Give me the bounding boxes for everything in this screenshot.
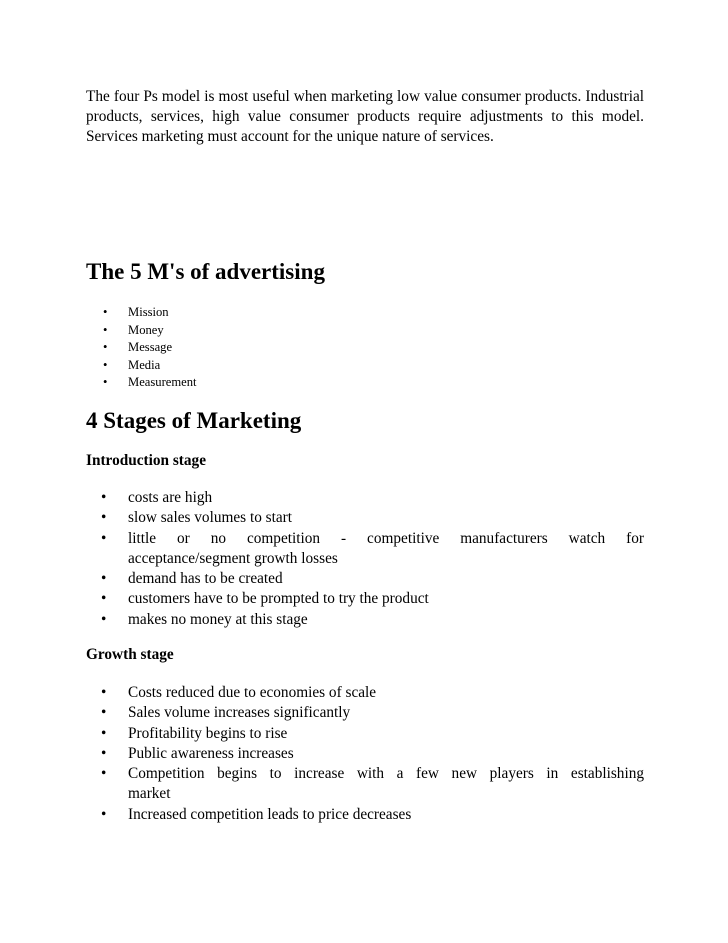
introduction-stage-title: Introduction stage (86, 452, 206, 469)
list-item (86, 304, 197, 322)
list-item-text: Mission (128, 305, 169, 319)
list-item (86, 724, 644, 744)
bullet-icon: • (103, 322, 108, 337)
bullet-icon: • (101, 489, 107, 506)
list-item-text: little or no competition - competitive manufacturers watch for (128, 529, 644, 547)
introduction-stage-list (86, 488, 644, 630)
bullet-icon: • (101, 805, 107, 823)
growth-stage-list (86, 683, 644, 825)
list-item (86, 764, 644, 805)
list-item-text: Profitability begins to rise (128, 724, 288, 742)
list-item (86, 569, 644, 589)
list-item (86, 508, 644, 528)
intro-paragraph: The four Ps model is most useful when marketing low value consumer products. Industrial products, services, high value consumer products require adjustments to this model. Services marketing must account for the unique nature of services. (86, 88, 644, 145)
bullet-icon: • (103, 340, 108, 354)
bullet-icon: • (101, 704, 107, 722)
stages-heading: 4 Stages of Marketing (86, 408, 302, 433)
list-item (86, 744, 644, 764)
bullet-icon: • (103, 375, 108, 389)
list-item (86, 339, 197, 357)
list-item-text: Measurement (128, 375, 197, 389)
list-item (86, 374, 197, 392)
list-item-text: Competition begins to increase with a few new players in establishing (128, 765, 644, 783)
list-item-text: demand has to be created (128, 570, 283, 588)
list-item (86, 610, 644, 630)
list-item (86, 805, 644, 825)
list-item (86, 589, 644, 609)
bullet-icon: • (103, 357, 108, 372)
list-item-text: Money (128, 322, 164, 337)
list-item (86, 529, 644, 570)
bullet-icon: • (101, 724, 107, 742)
list-item (86, 683, 644, 703)
bullet-icon: • (101, 765, 107, 783)
five-ms-list (86, 304, 197, 392)
list-item-text: Message (128, 340, 173, 354)
list-item (86, 488, 644, 508)
bullet-icon: • (101, 570, 107, 588)
list-item (86, 322, 197, 340)
list-item-text: Sales volume increases significantly (128, 704, 351, 722)
bullet-icon: • (103, 305, 108, 319)
bullet-icon: • (101, 610, 107, 628)
list-item-text: Public awareness increases (128, 744, 294, 762)
list-item-text-continued: market (128, 785, 171, 803)
list-item-text: Increased competition leads to price decreases (128, 805, 412, 823)
list-item-text: customers have to be prompted to try the product (128, 590, 429, 608)
list-item-text: makes no money at this stage (128, 610, 308, 628)
list-item-text: Media (128, 357, 161, 372)
list-item-text: costs are high (128, 489, 213, 506)
five-ms-heading: The 5 M's of advertising (86, 259, 325, 284)
list-item (86, 703, 644, 723)
list-item-text-continued: acceptance/segment growth losses (128, 549, 338, 567)
bullet-icon: • (101, 590, 107, 608)
bullet-icon: • (101, 529, 107, 547)
growth-stage-title: Growth stage (86, 646, 174, 663)
list-item-text: Costs reduced due to economies of scale (128, 684, 377, 701)
bullet-icon: • (101, 509, 107, 527)
bullet-icon: • (101, 684, 107, 701)
list-item-text: slow sales volumes to start (128, 509, 293, 527)
list-item (86, 357, 197, 375)
bullet-icon: • (101, 744, 107, 762)
